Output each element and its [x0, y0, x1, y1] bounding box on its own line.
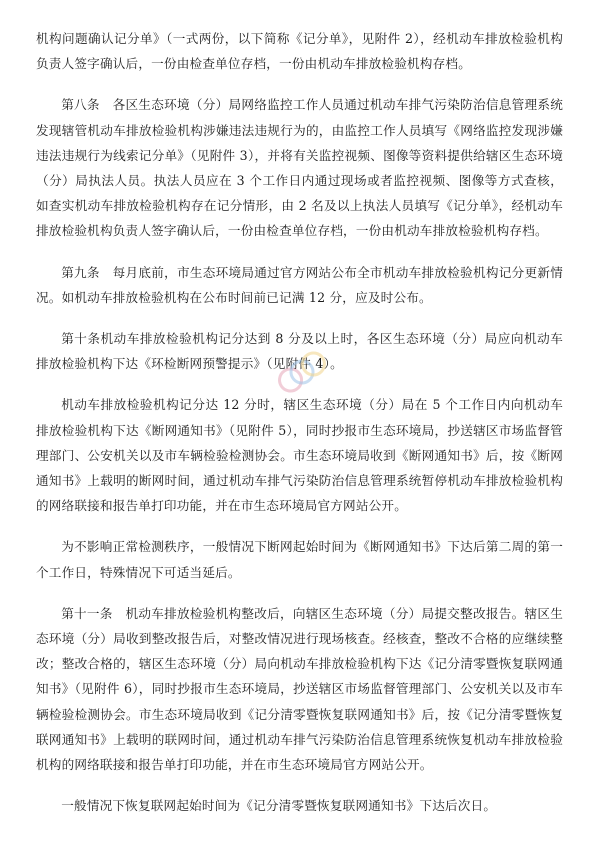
paragraph-article-8: 第八条 各区生态环境（分）局网络监控工作人员通过机动车排气污染防治信息管理系统发现辖管机动车排放检验机构涉嫌违法违规行为的，由监控工作人员填写《网络监控发现涉嫌违法违规行为线索记分单》（见附件 3），并将有关监控视频、图像等资料提供给辖区生态环境（分）局执法人员。执法人员应在 3 个工作日内通过现场或者监控视频、图像等方式查核，如查实机动车排放检验机构存在记分情形，由 2 名及以上执法人员填写《记分单》，经机动车排放检验机构负责人签字确认后，一份由检查单位存档，一份由机动车排放检验机构存档。: [36, 97, 563, 239]
paragraph: 机动车排放检验机构记分达 12 分时，辖区生态环境（分）局在 5 个工作日内向机动车排放检验机构下达《断网通知书》（见附件 5），同时抄报市生态环境局，抄送辖区市场监督管理部门、公安机关以及市车辆检验检测协会。市生态环境局收到《断网通知书》后，按《断网通知书》上载明的断网时间，通过机动车排气污染防治信息管理系统暂停机动车排放检验机构的网络联接和报告单打印功能，并在市生态环境局官方网站公开。: [36, 397, 563, 514]
document-body: [36, 26, 563, 834]
paragraph: 一般情况下恢复联网起始时间为《记分清零暨恢复联网通知书》下达后次日。: [61, 798, 497, 814]
paragraph: 机构问题确认记分单》（一式两份，以下简称《记分单》，见附件 2），经机动车排放检验机构负责人签字确认后，一份由检查单位存档，一份由机动车排放检验机构存档。: [36, 31, 563, 72]
paragraph: 为不影响正常检测秩序，一般情况下断网起始时间为《断网通知书》下达后第二周的第一个工作日，特殊情况下可适当延后。: [36, 539, 563, 580]
paragraph-article-11: 第十一条 机动车排放检验机构整改后，向辖区生态环境（分）局提交整改报告。辖区生态环境（分）局收到整改报告后，对整改情况进行现场核查。经核查，整改不合格的应继续整改；整改合格的，辖区生态环境（分）局向机动车排放检验机构下达《记分清零暨恢复联网通知书》（见附件 6），同时抄报市生态环境局，抄送辖区市场监督管理部门、公安机关以及市车辆检验检测协会。市生态环境局收到《记分清零暨恢复联网通知书》后，按《记分清零暨恢复联网通知书》上载明的联网时间，通过机动车排气污染防治信息管理系统恢复机动车排放检验机构的网络联接和报告单打印功能，并在市生态环境局官方网站公开。: [36, 605, 563, 773]
paragraph-article-10: 第十条机动车排放检验机构记分达到 8 分及以上时，各区生态环境（分）局应向机动车排放检验机构下达《环检断网预警提示》（见附件 4）。: [36, 331, 563, 372]
paragraph-article-9: 第九条 每月底前，市生态环境局通过官方网站公布全市机动车排放检验机构记分更新情况。如机动车排放检验机构在公布时间前已记满 12 分，应及时公布。: [36, 264, 563, 305]
